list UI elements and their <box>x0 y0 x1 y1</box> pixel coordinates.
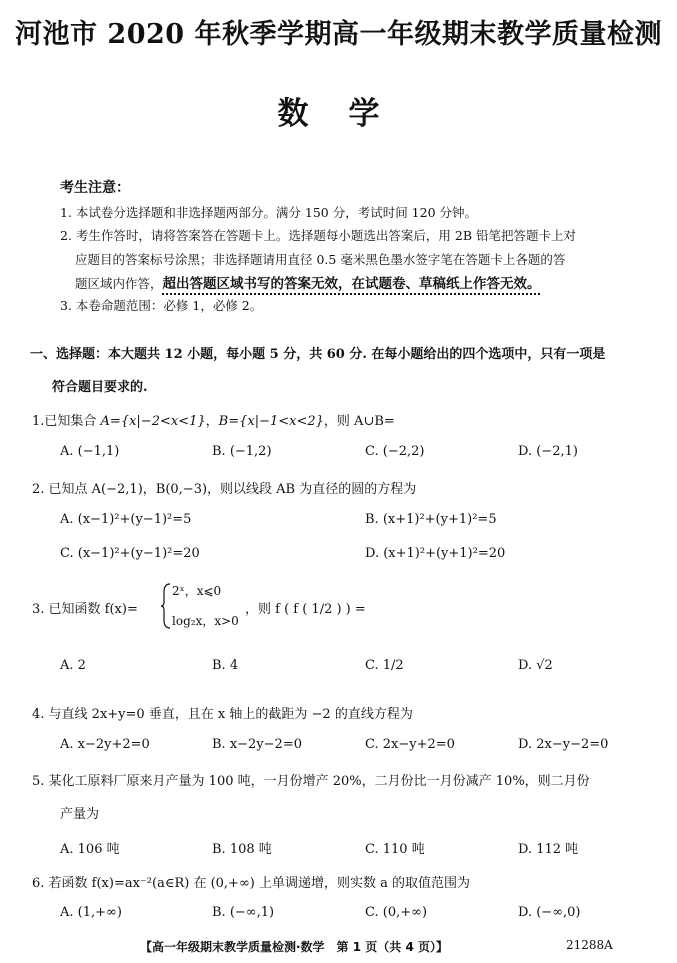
q1-set-b: B={x|−1<x<2} <box>218 414 324 429</box>
paper-code: 21288A <box>566 938 613 952</box>
question-5-line-1: 5. 某化工原料厂原来月产量为 100 吨，一月份增产 20%，二月份比一月份减产 10%，则二月份 <box>32 774 590 789</box>
notice-item-1: 1. 本试卷分选择题和非选择题两部分。满分 150 分，考试时间 120 分钟。 <box>60 205 478 220</box>
q5-option-a: A. 106 吨 <box>60 842 120 857</box>
q3-option-c: C. 1/2 <box>365 658 404 673</box>
notice-item-2c <box>75 272 541 292</box>
q5-option-b: B. 108 吨 <box>212 842 272 857</box>
question-6: 6. 若函数 f(x)=ax⁻²(a∈R) 在 (0,+∞) 上单调递增，则实数 a 的取值范围为 <box>32 876 470 891</box>
exam-title: 河池市 2020 年秋季学期高一年级期末教学质量检测 <box>15 19 662 50</box>
q6-option-b: B. (−∞,1) <box>212 905 275 920</box>
question-1: 1.已知集合 A={x|−2<x<1}，B={x|−1<x<2}，则 A∪B= <box>32 414 395 429</box>
q4-option-a: A. x−2y+2=0 <box>60 737 150 752</box>
q1-lead: 已知集合 <box>44 414 101 429</box>
q3-case-2: log₂x，x>0 <box>172 614 239 628</box>
q4-option-d: D. 2x−y−2=0 <box>518 737 609 752</box>
q6-option-d: D. (−∞,0) <box>518 905 581 920</box>
notice-item-2b: 应题目的答案标号涂黑；非选择题请用直径 0.5 毫米黑色墨水签字笔在答题卡上各题的答 <box>75 252 566 267</box>
q3-option-d: D. √2 <box>518 658 553 673</box>
section1-heading-cont: 符合题目要求的. <box>52 380 148 395</box>
q3-case-1: 2ˣ，x⩽0 <box>172 584 222 598</box>
question-2: 2. 已知点 A(−2,1)，B(0,−3)，则以线段 AB 为直径的圆的方程为 <box>32 482 417 497</box>
q3-lead: 3. 已知函数 f(x)= <box>32 602 138 617</box>
q2-option-c: C. (x−1)²+(y−1)²=20 <box>60 546 200 561</box>
q3-option-a: A. 2 <box>60 658 86 673</box>
question-5-line-2: 产量为 <box>60 807 100 822</box>
q5-option-d: D. 112 吨 <box>518 842 579 857</box>
q2-option-d: D. (x+1)²+(y+1)²=20 <box>365 546 506 561</box>
section1-heading: 一、选择题：本大题共 12 小题，每小题 5 分，共 60 分. 在每小题给出的四个选项中，只有一项是 <box>30 347 606 362</box>
q3-tail: ，则 f ( f ( 1/2 ) ) = <box>245 602 366 617</box>
q4-option-c: C. 2x−y+2=0 <box>365 737 455 752</box>
q1-tail: ，则 A∪B= <box>323 414 395 429</box>
q1-option-c: C. (−2,2) <box>365 444 425 459</box>
notice-item-2c-plain: 题区域内作答， <box>75 276 163 291</box>
notice-item-2a: 2. 考生作答时，请将答案答在答题卡上。选择题每小题选出答案后，用 2B 铅笔把答题卡上对 <box>60 228 576 243</box>
notice-item-3: 3. 本卷命题范围：必修 1，必修 2。 <box>60 298 263 313</box>
q1-num: 1. <box>32 414 45 429</box>
q4-option-b: B. x−2y−2=0 <box>212 737 302 752</box>
q2-option-b: B. (x+1)²+(y+1)²=5 <box>365 512 497 527</box>
subject-title: 数学 <box>277 96 420 132</box>
q1-set-a: A={x|−2<x<1} <box>100 414 206 429</box>
q3-brace <box>160 582 172 630</box>
notice-warning: 超出答题区域书写的答案无效，在试题卷、草稿纸上作答无效。 <box>162 276 541 292</box>
q3-option-b: B. 4 <box>212 658 239 673</box>
q6-option-c: C. (0,+∞) <box>365 905 428 920</box>
q1-option-b: B. (−1,2) <box>212 444 272 459</box>
q2-option-a: A. (x−1)²+(y−1)²=5 <box>60 512 192 527</box>
q5-option-c: C. 110 吨 <box>365 842 425 857</box>
q1-option-a: A. (−1,1) <box>60 444 120 459</box>
notice-heading: 考生注意： <box>60 180 130 196</box>
q6-option-a: A. (1,+∞) <box>60 905 122 920</box>
q1-option-d: D. (−2,1) <box>518 444 578 459</box>
page-footer: 【高一年级期末教学质量检测·数学 第 1 页（共 4 页）】 <box>140 940 448 954</box>
question-4: 4. 与直线 2x+y=0 垂直，且在 x 轴上的截距为 −2 的直线方程为 <box>32 707 413 722</box>
